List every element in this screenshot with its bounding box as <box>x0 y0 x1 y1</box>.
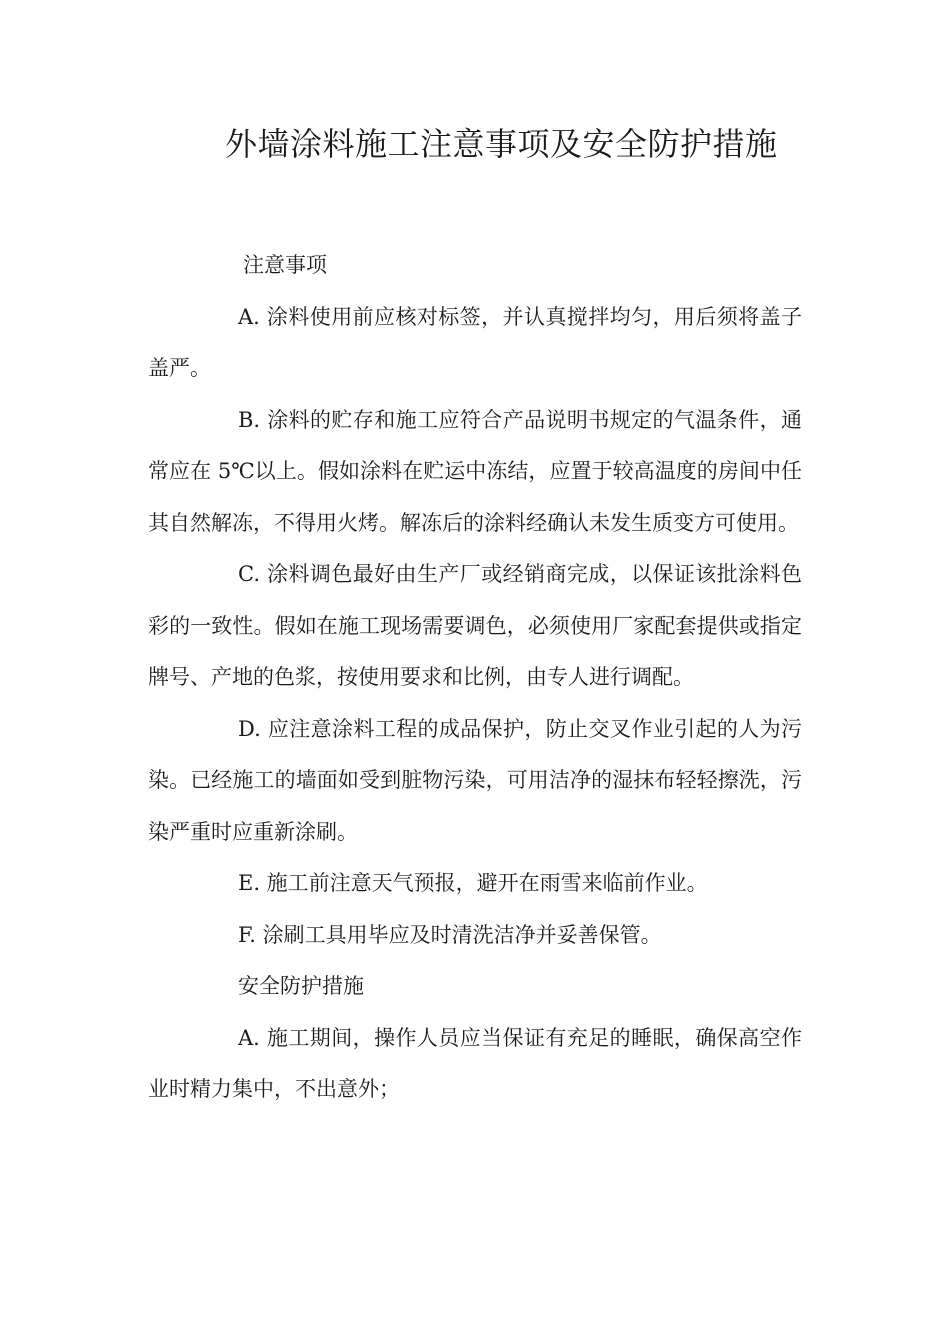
document-body <box>148 240 802 1116</box>
section-heading-safety: 安全防护措施 <box>238 974 364 998</box>
document-title: 外墙涂料施工注意事项及安全防护措施 <box>225 125 778 163</box>
paragraph-item: D. 应注意涂料工程的成品保护，防止交叉作业引起的人为污染。已经施工的墙面如受到脏物污染，可用洁净的湿抹布轻轻擦洗，污染严重时应重新涂刷。 <box>148 716 802 844</box>
paragraph-item: A. 涂料使用前应核对标签，并认真搅拌均匀，用后须将盖子盖严。 <box>148 304 802 380</box>
paragraph-item: A. 施工期间，操作人员应当保证有充足的睡眠，确保高空作业时精力集中，不出意外； <box>148 1025 802 1101</box>
paragraph-item: B. 涂料的贮存和施工应符合产品说明书规定的气温条件，通常应在 5℃以上。假如涂料在贮运中冻结，应置于较高温度的房间中任其自然解冻，不得用火烤。解冻后的涂料经确认未发生质变方可使用。 <box>148 407 802 535</box>
paragraph-item: F. 涂刷工具用毕应及时清洗洁净并妥善保管。 <box>238 922 662 947</box>
paragraph-item: E. 施工前注意天气预报，避开在雨雪来临前作业。 <box>238 871 708 895</box>
paragraph-item: C. 涂料调色最好由生产厂或经销商完成，以保证该批涂料色彩的一致性。假如在施工现场需要调色，必须使用厂家配套提供或指定牌号、产地的色浆，按使用要求和比例，由专人进行调配。 <box>148 562 802 689</box>
section-heading-precautions: 注意事项 <box>243 253 327 277</box>
